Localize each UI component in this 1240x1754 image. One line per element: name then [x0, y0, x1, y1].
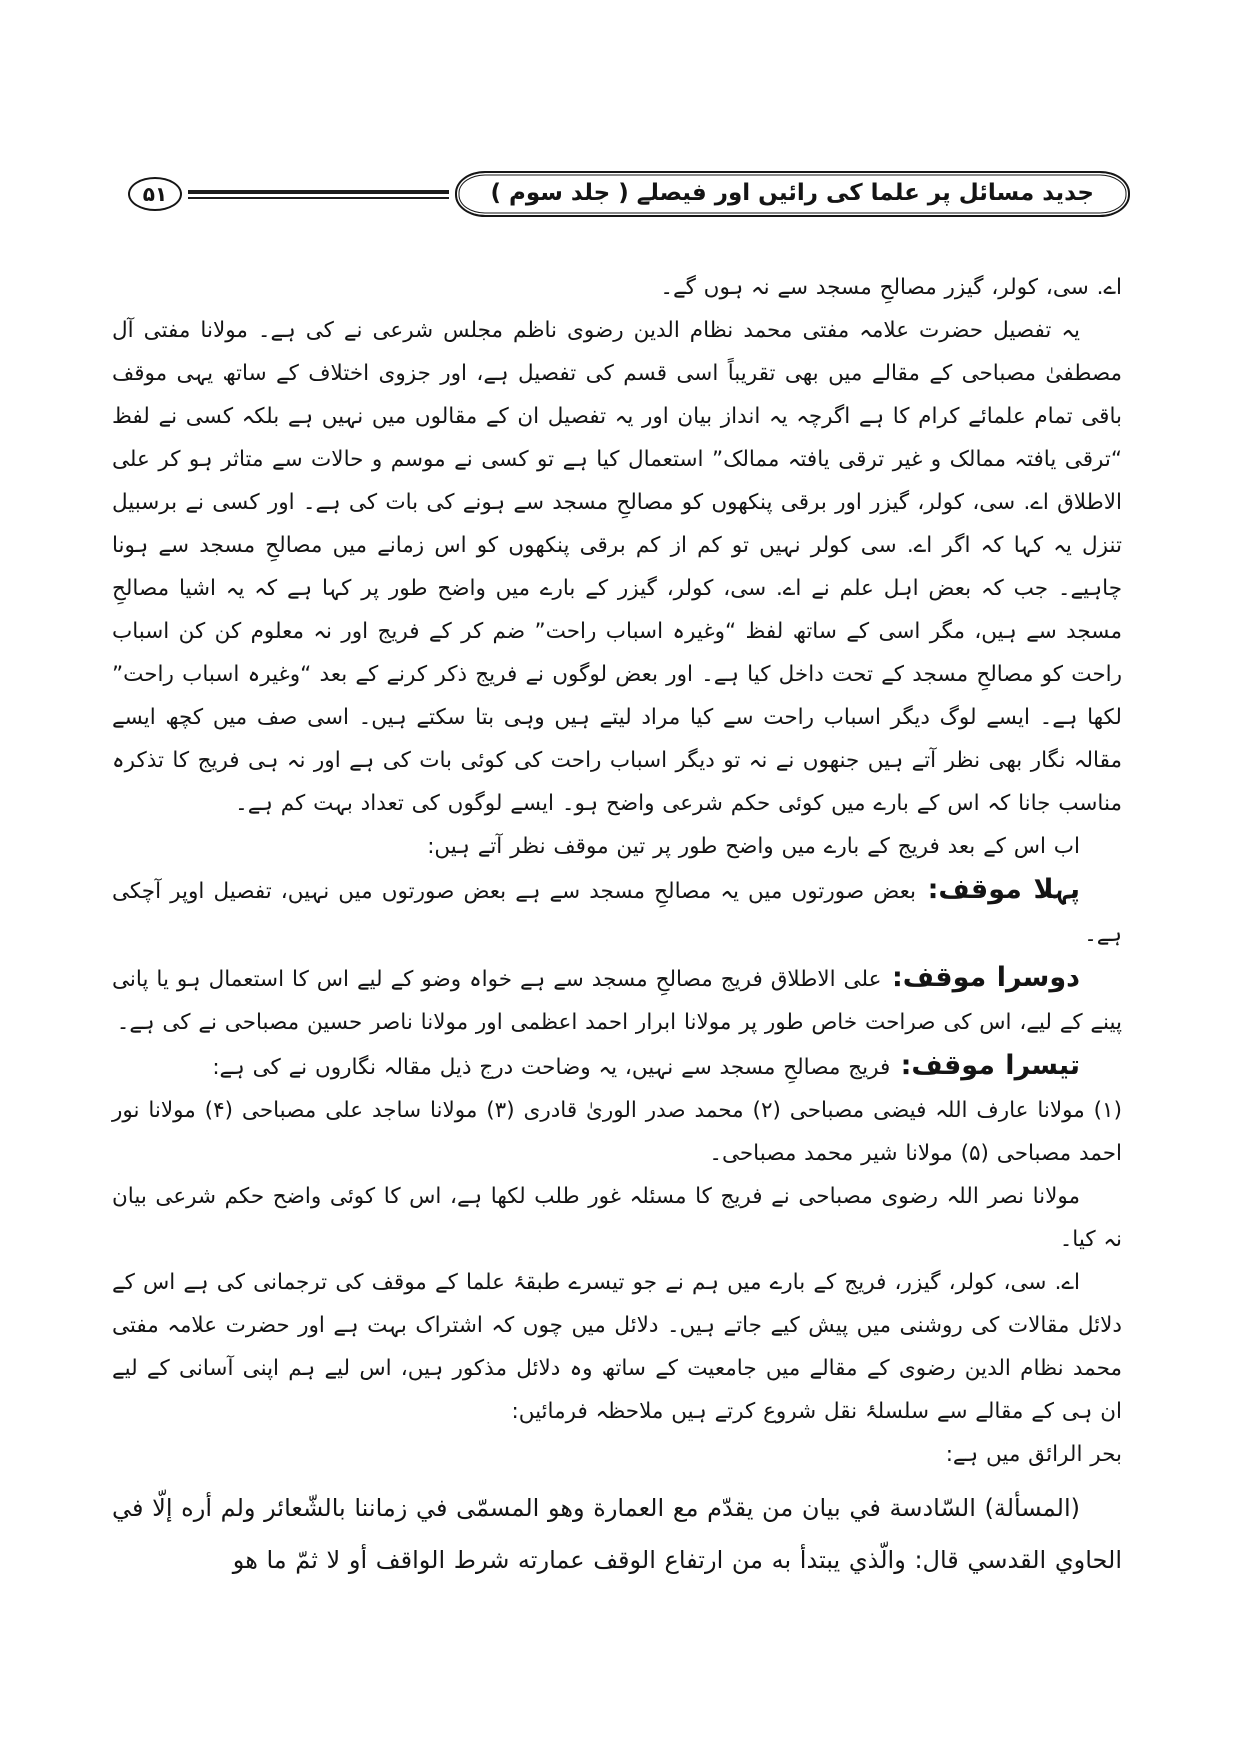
position-paragraph: [112, 868, 1122, 956]
body-paragraphs: [112, 266, 1122, 1586]
paragraph: [112, 825, 1122, 868]
paragraph: [112, 1482, 1122, 1586]
paragraph-text: علی الاطلاق فریج مصالحِ مسجد سے ہے خواہ وضو کے لیے اس کا استعمال ہو یا پانی پینے کے لیے، اس کی صراحت خاص طور پر مولانا ابرار احمد اعظمی اور مولانا ناصر حسین مصباحی نے کی ہے۔: [112, 967, 1122, 1035]
paragraph-text: فریج مصالحِ مسجد سے نہیں، یہ وضاحت درج ذیل مقالہ نگاروں نے کی ہے:: [212, 1055, 891, 1080]
page-header: [128, 168, 1130, 220]
paragraph-text: مولانا نصر اللہ رضوی مصباحی نے فریج کا مسئلہ غور طلب لکھا ہے، اس کا کوئی واضح حکم شرعی بیان نہ کیا۔: [112, 1184, 1122, 1252]
paragraph-text: (المسألة) السّادسة في بيان من يقدّم مع العمارة وهو المسمّى في زماننا بالشّعائر ولم أره إلّا في الحاوي القدسي قال: والّذي يبتدأ به من ارتفاع الوقف عمارته شرط الواقف أو لا ثمّ ما هو: [112, 1494, 1122, 1574]
paragraph: [112, 1433, 1122, 1476]
paragraph: [112, 1089, 1122, 1175]
paragraph-text: (۱) مولانا عارف اللہ فیضی مصباحی (۲) محمد صدر الوریٰ قادری (۳) مولانا ساجد علی مصباحی (۴) مولانا نور احمد مصباحی (۵) مولانا شیر محمد مصباحی۔: [112, 1098, 1122, 1166]
paragraph-text: اے. سی، کولر، گیزر مصالحِ مسجد سے نہ ہوں گے۔: [660, 275, 1122, 300]
page-number: ۵۱: [142, 182, 168, 206]
paragraph-text: اے. سی، کولر، گیزر، فریج کے بارے میں ہم نے جو تیسرے طبقۂ علما کے موقف کی ترجمانی کی ہے اس کے دلائل مقالات کی روشنی میں پیش کیے جاتے ہیں۔ دلائل میں چوں کہ اشتراک بہت ہے اور حضرت علامہ مفتی محمد نظام الدین رضوی کے مقالے میں جامعیت کے ساتھ وہ دلائل مذکور ہیں، اس لیے ہم اپنی آسانی کے لیے ان ہی کے مقالے سے سلسلۂ نقل شروع کرتے ہیں ملاحظہ فرمائیں:: [112, 1270, 1122, 1424]
page-number-badge: [128, 177, 182, 211]
paragraph: [112, 1175, 1122, 1261]
paragraph-text: بحر الرائق میں ہے:: [945, 1442, 1122, 1467]
page-body: [0, 240, 1240, 1586]
paragraph: [112, 309, 1122, 825]
position-heading: دوسرا موقف:: [881, 962, 1080, 993]
title-cartouche: [455, 171, 1130, 217]
header-rule: [188, 190, 449, 199]
paragraph-text: بعض صورتوں میں یہ مصالحِ مسجد سے ہے بعض صورتوں میں نہیں، تفصیل اوپر آچکی ہے۔: [112, 879, 1122, 947]
paragraph: [112, 266, 1122, 309]
paragraph-text: اب اس کے بعد فریج کے بارے میں واضح طور پر تین موقف نظر آتے ہیں:: [427, 834, 1080, 859]
position-heading: پہلا موقف:: [915, 874, 1080, 905]
position-heading: تیسرا موقف:: [890, 1050, 1080, 1081]
paragraph: [112, 1261, 1122, 1433]
book-title: جدید مسائل پر علما کی رائیں اور فیصلے ( جلد سوم ): [490, 180, 1094, 206]
position-paragraph: [112, 956, 1122, 1044]
position-paragraph: [112, 1044, 1122, 1089]
paragraph-text: یہ تفصیل حضرت علامہ مفتی محمد نظام الدین رضوی ناظم مجلس شرعی نے کی ہے۔ مولانا مفتی آل مصطفیٰ مصباحی کے مقالے میں بھی تقریباً اسی قسم کی تفصیل ہے، اور جزوی اختلاف کے ساتھ یہی موقف باقی تمام علمائے کرام کا ہے اگرچہ یہ انداز بیان اور یہ تفصیل ان کے مقالوں میں نہیں ہے بلکہ کسی نے لفظ “ترقی یافتہ ممالک و غیر ترقی یافتہ ممالک” استعمال کیا ہے تو کسی نے موسم و حالات سے متاثر ہو کر علی الاطلاق اے. سی، کولر، گیزر اور برقی پنکھوں کو مصالحِ مسجد سے ہونے کی بات کی ہے۔ اور کسی نے برسبیل تنزل یہ کہا کہ اگر اے. سی کولر نہیں تو کم از کم برقی پنکھوں کو اس زمانے میں مصالحِ مسجد سے ہونا چاہیے۔ جب کہ بعض اہل علم نے اے. سی، کولر، گیزر کے بارے میں واضح طور پر کہا ہے کہ یہ اشیا مصالحِ مسجد سے ہیں، مگر اسی کے ساتھ لفظ “وغیرہ اسباب راحت” ضم کر کے فریج اور نہ معلوم کن کن اسباب راحت کو مصالحِ مسجد کے تحت داخل کیا ہے۔ اور بعض لوگوں نے فریج ذکر کرنے کے بعد “وغیرہ اسباب راحت” لکھا ہے۔ ایسے لوگ دیگر اسباب راحت سے کیا مراد لیتے ہیں وہی بتا سکتے ہیں۔ اسی صف میں کچھ ایسے مقالہ نگار بھی نظر آتے ہیں جنھوں نے نہ تو دیگر اسباب راحت کی کوئی بات کی ہے اور نہ ہی فریج کا تذکرہ مناسب جانا کہ اس کے بارے میں کوئی حکم شرعی واضح ہو۔ ایسے لوگوں کی تعداد بہت کم ہے۔: [112, 318, 1122, 816]
